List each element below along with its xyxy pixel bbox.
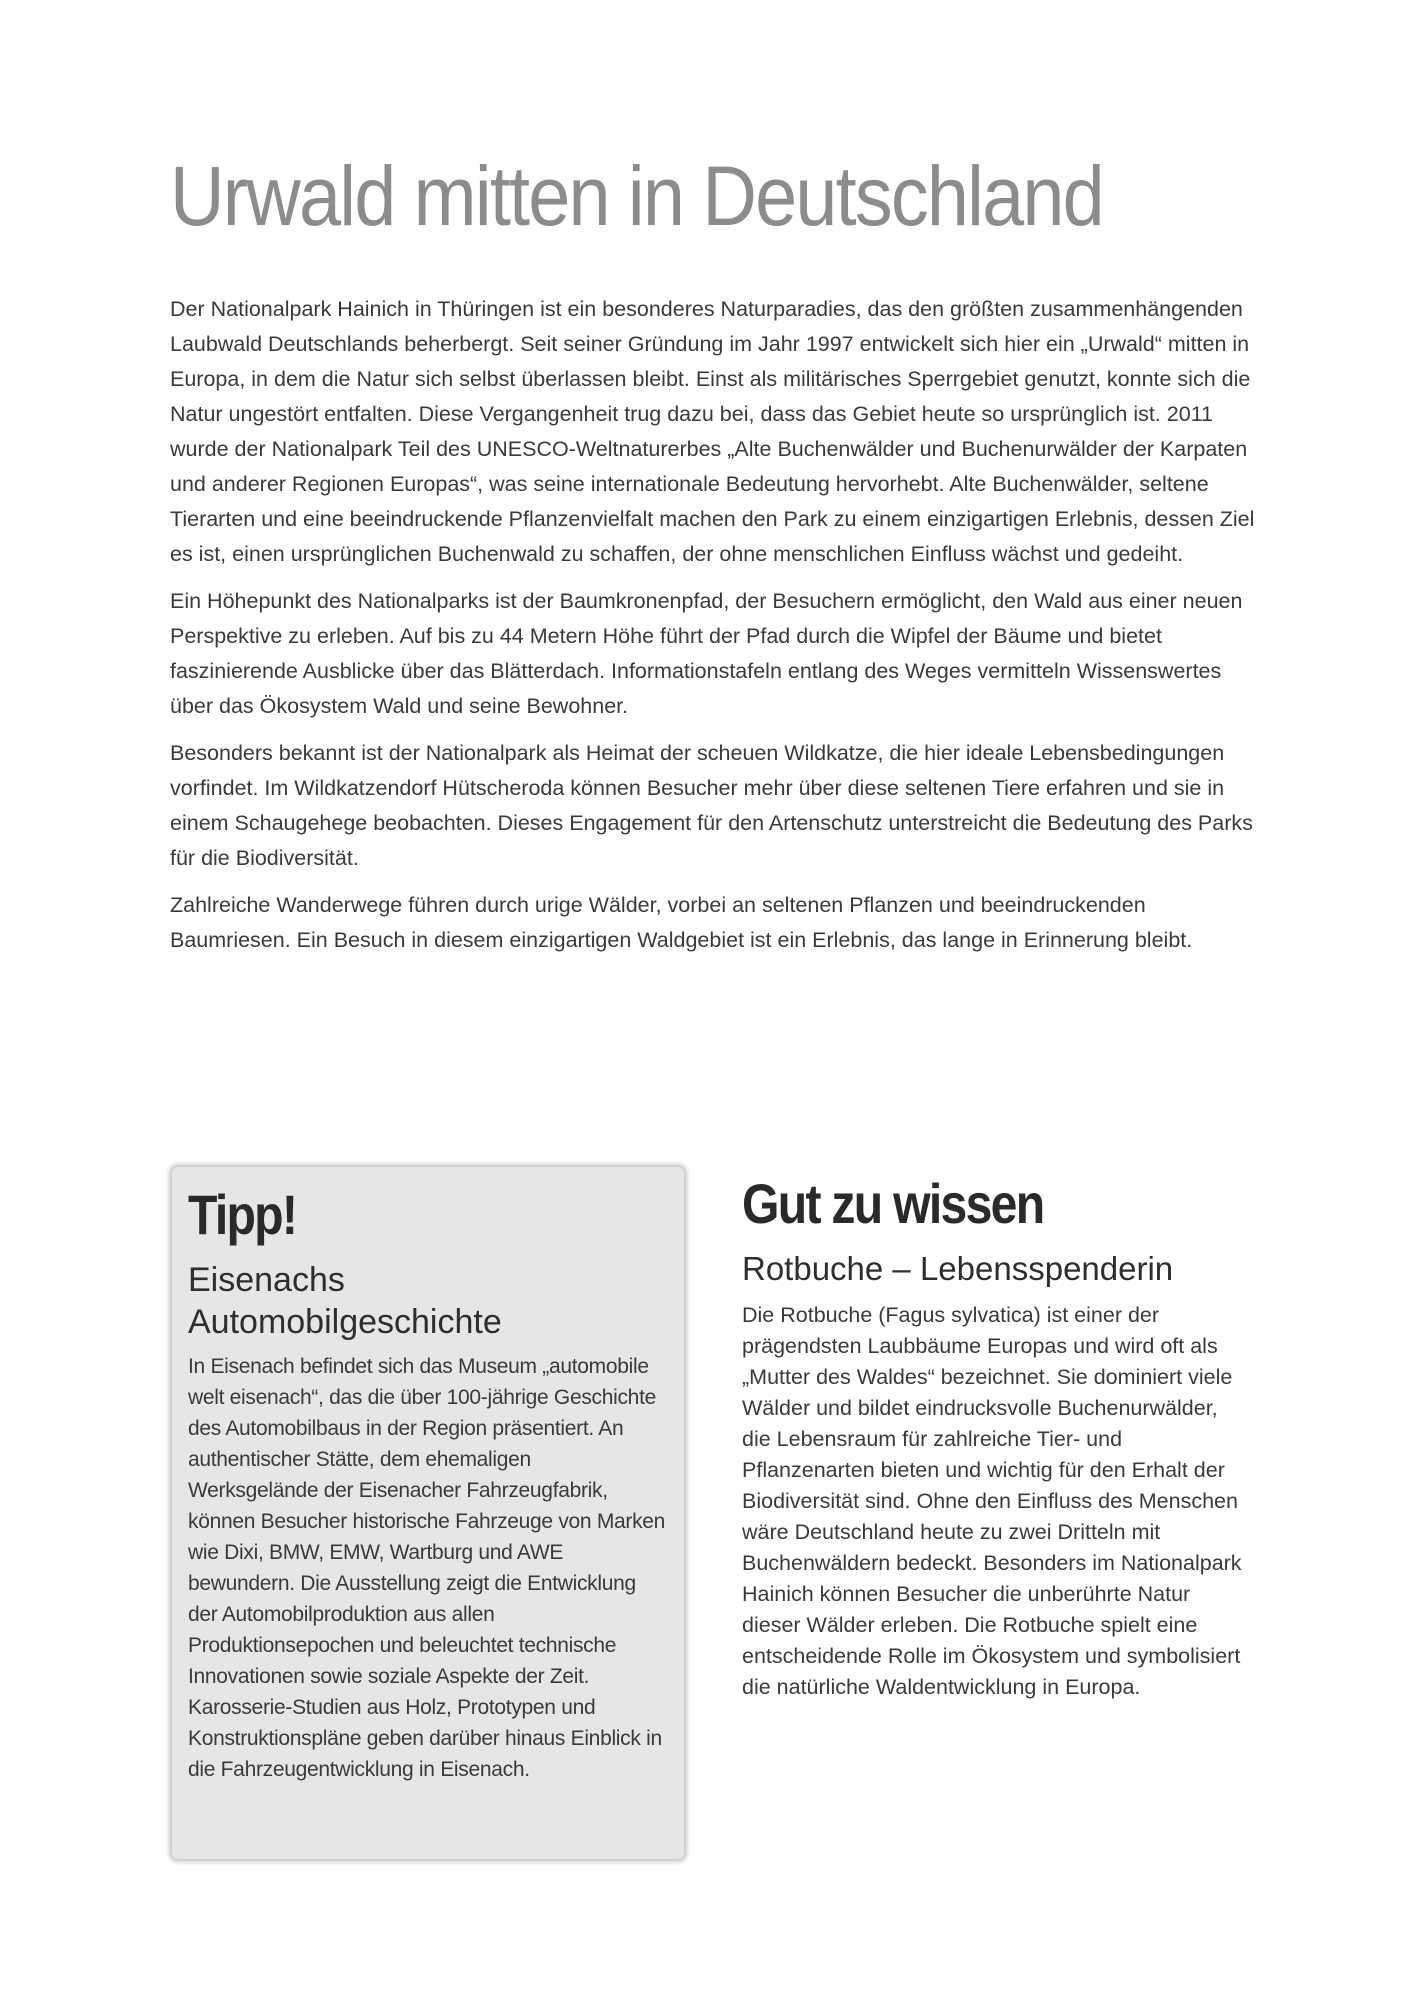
good-to-know-heading: Gut zu wissen (742, 1172, 1044, 1235)
article-paragraph: Besonders bekannt ist der Nationalpark als Heimat der scheuen Wildkatze, die hier ideale Lebensbedingungen vorfindet. Im Wildkatzendorf Hütscheroda können Besucher mehr über diese seltenen Tiere erfahren und sie in einem Schaugehege beobachten. Dieses Engagement für den Artenschutz unterstreicht die Bedeutung des Parks für die Biodiversität. (170, 741, 1253, 870)
good-to-know-text: Die Rotbuche (Fagus sylvatica) ist einer der prägendsten Laubbäume Europas und wird oft als „Mutter des Waldes“ bezeichnet. Sie dominiert viele Wälder und bildet eindrucksvolle Buchenurwälder, die Lebensraum für zahlreiche Tier- und Pflanzenarten bieten und wichtig für den Erhalt der Biodiversität sind. Ohne den Einfluss des Menschen wäre Deutschland heute zu zwei Dritteln mit Buchenwäldern bedeckt. Besonders im Nationalpark Hainich können Besucher die unberührte Natur dieser Wälder erleben. Die Rotbuche spielt eine entscheidende Rolle im Ökosystem und symbolisiert die natürliche Waldentwicklung in Europa. (742, 1303, 1242, 1699)
good-to-know-subheading: Rotbuche – Lebensspenderin (742, 1250, 1174, 1287)
tip-subheading: Eisenachs Automobilgeschichte (188, 1261, 502, 1341)
article-paragraph: Ein Höhepunkt des Nationalparks ist der Baumkronenpfad, der Besuchern ermöglicht, den Wald aus einer neuen Perspektive zu erleben. Auf bis zu 44 Metern Höhe führt der Pfad durch die Wipfel der Bäume und bietet faszinierende Ausblicke über das Blätterdach. Informationstafeln entlang des Weges vermitteln Wissenswertes über das Ökosystem Wald und seine Bewohner. (170, 589, 1243, 718)
article-body (170, 292, 1255, 970)
tip-heading: Tipp! (188, 1183, 297, 1246)
good-to-know-section (742, 1172, 1242, 1703)
page-title: Urwald mitten in Deutschland (170, 149, 1103, 243)
tip-box (170, 1165, 686, 1861)
tip-text: In Eisenach befindet sich das Museum „automobile welt eisenach“, das die über 100-jährige Geschichte des Automobilbaus in der Region präsentiert. An authentischer Stätte, dem ehemaligen Werksgelände der Eisenacher Fahrzeugfabrik, können Besucher historische Fahrzeuge von Marken wie Dixi, BMW, EMW, Wartburg und AWE bewundern. Die Ausstellung zeigt die Entwicklung der Automobilproduktion aus allen Produktionsepochen und beleuchtet technische Innovationen sowie soziale Aspekte der Zeit. Karosserie-Studien aus Holz, Prototypen und Konstruktionspläne geben darüber hinaus Einblick in die Fahrzeugentwicklung in Eisenach. (188, 1355, 666, 1781)
article-paragraph: Zahlreiche Wanderwege führen durch urige Wälder, vorbei an seltenen Pflanzen und beeindruckenden Baumriesen. Ein Besuch in diesem einzigartigen Waldgebiet ist ein Erlebnis, das lange in Erinnerung bleibt. (170, 893, 1193, 952)
article-paragraph: Der Nationalpark Hainich in Thüringen ist ein besonderes Naturparadies, das den größten zusammenhängenden Laubwald Deutschlands beherbergt. Seit seiner Gründung im Jahr 1997 entwickelt sich hier ein „Urwald“ mitten in Europa, in dem die Natur sich selbst überlassen bleibt. Einst als militärisches Sperrgebiet genutzt, konnte sich die Natur ungestört entfalten. Diese Vergangenheit trug dazu bei, dass das Gebiet heute so ursprünglich ist. 2011 wurde der Nationalpark Teil des UNESCO-Weltnaturerbes „Alte Buchenwälder und Buchenurwälder der Karpaten und anderer Regionen Europas“, was seine internationale Bedeutung hervorhebt. Alte Buchenwälder, seltene Tierarten und eine beeindruckende Pflanzenvielfalt machen den Park zu einem einzigartigen Erlebnis, dessen Ziel es ist, einen ursprünglichen Buchenwald zu schaffen, der ohne menschlichen Einfluss wächst und gedeiht. (170, 297, 1255, 566)
